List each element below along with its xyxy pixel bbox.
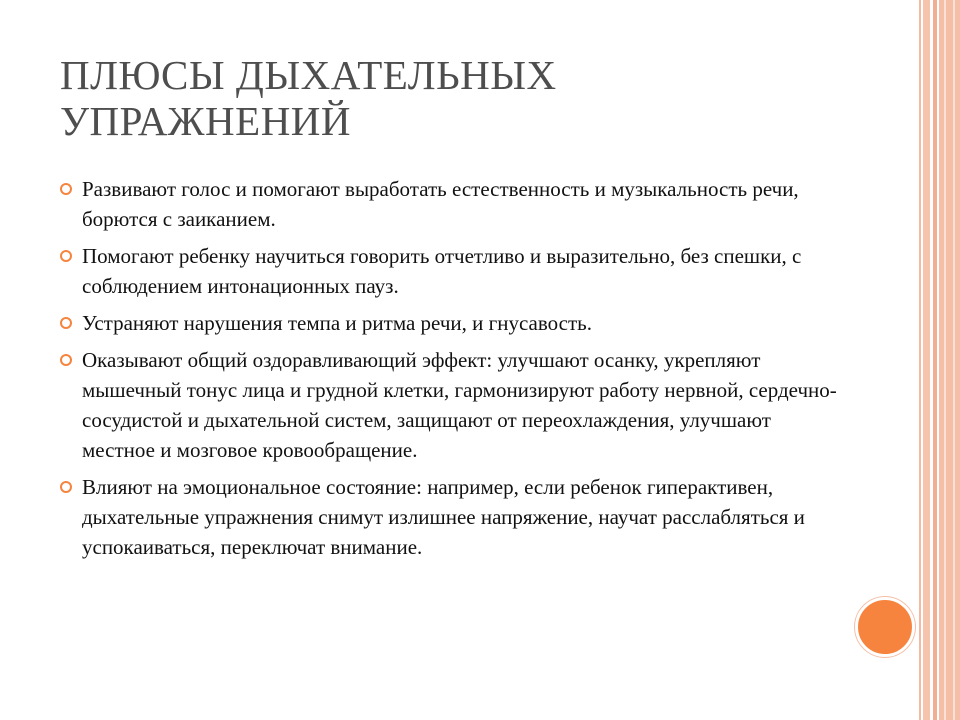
bullet-item xyxy=(60,345,840,465)
bullet-item xyxy=(60,308,840,338)
decorative-stripe xyxy=(939,0,960,720)
bullet-text: Влияют на эмоциональное состояние: например, если ребенок гиперактивен, дыхательные упражнения снимут излишнее напряжение, научат расслабляться и успокаиваться, переключат внимание. xyxy=(82,475,805,559)
orange-circle-icon xyxy=(855,597,915,657)
decorative-stripe xyxy=(944,0,946,720)
bullet-text: Развивают голос и помогают выработать естественность и музыкальность речи, борются с заиканием. xyxy=(82,177,799,231)
bullet-item xyxy=(60,472,840,562)
bullet-text: Помогают ребенку научиться говорить отчетливо и выразительно, без спешки, с соблюдением интонационных пауз. xyxy=(82,244,802,298)
decorative-stripe xyxy=(919,0,921,720)
hollow-circle-icon xyxy=(60,250,72,262)
decorative-stripe xyxy=(933,0,937,720)
hollow-circle-icon xyxy=(60,183,72,195)
decorative-stripe xyxy=(953,0,955,720)
decorative-stripe xyxy=(923,0,930,720)
bullet-text: Устраняют нарушения темпа и ритма речи, и гнусавость. xyxy=(82,311,592,335)
hollow-circle-icon xyxy=(60,317,72,329)
bullet-list xyxy=(60,174,840,569)
bullet-item xyxy=(60,241,840,301)
hollow-circle-icon xyxy=(60,481,72,493)
bullet-text: Оказывают общий оздоравливающий эффект: улучшают осанку, укрепляют мышечный тонус лица и грудной клетки, гармонизируют работу нервной, сердечно-сосудистой и дыхательной систем, защищают от переохлаждения, улучшают местное и мозговое кровообращение. xyxy=(82,348,837,462)
slide-title: ПЛЮСЫ ДЫХАТЕЛЬНЫХ УПРАЖНЕНИЙ xyxy=(60,52,557,144)
hollow-circle-icon xyxy=(60,354,72,366)
bullet-item xyxy=(60,174,840,234)
